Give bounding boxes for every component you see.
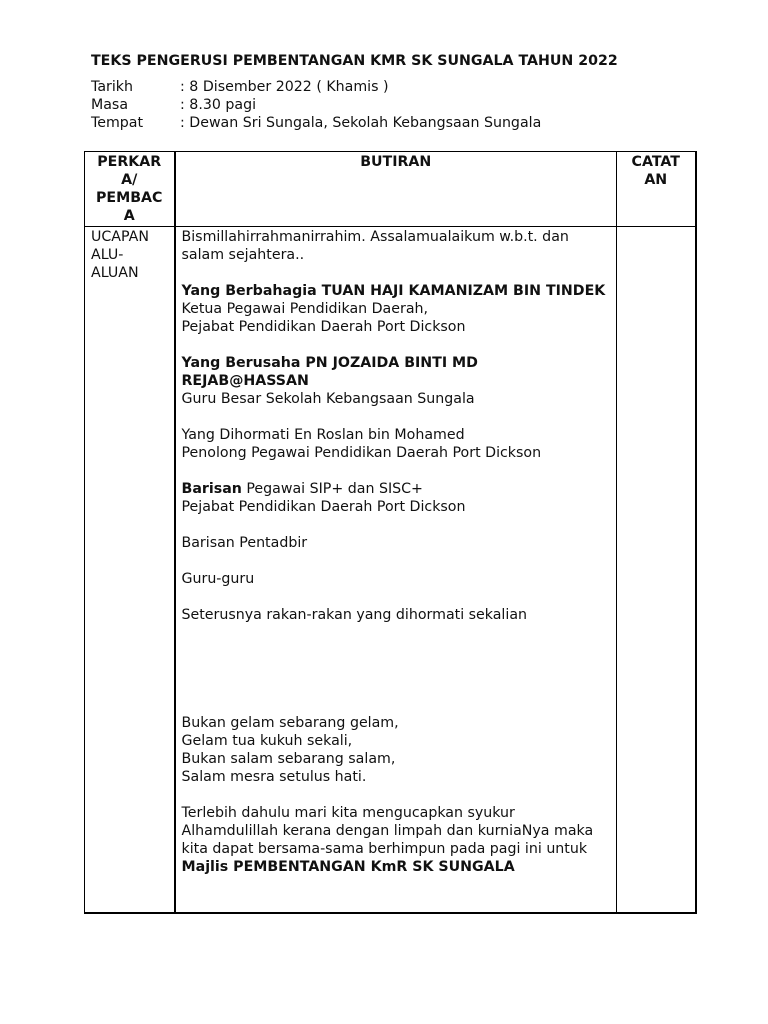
barisan-rest: Pegawai SIP+ dan SISC+: [241, 481, 423, 497]
event-name: [182, 858, 611, 876]
header-butiran: BUTIRAN: [175, 152, 617, 227]
document-title: TEKS PENGERUSI PEMBENTANGAN KMR SK SUNGALA TAHUN 2022: [91, 53, 618, 69]
meta-row-time: [91, 96, 541, 114]
pantun-line: Salam mesra setulus hati.: [181, 769, 367, 785]
meta-key: Tempat: [91, 115, 144, 131]
guest1-office: Pejabat Pendidikan Daerah Port Dickson: [181, 319, 466, 335]
header-perkara: [85, 152, 175, 227]
header-catatan: [617, 152, 696, 227]
meta-value: : 8 Disember 2022 ( Khamis ): [180, 79, 389, 95]
cell-catatan: [617, 227, 696, 914]
table-header-row: [85, 152, 696, 227]
pantun-line: Bukan salam sebarang salam,: [181, 751, 396, 767]
pantun-line: Bukan gelam sebarang gelam,: [181, 715, 399, 731]
barisan-officers: [182, 480, 611, 498]
guest2-title: Guru Besar Sekolah Kebangsaan Sungala: [181, 391, 475, 407]
barisan-office: Pejabat Pendidikan Daerah Port Dickson: [181, 499, 466, 515]
header-text: CATAT: [631, 154, 680, 170]
guest3-title: Penolong Pegawai Pendidikan Daerah Port Dickson: [181, 445, 542, 461]
barisan-pentadbir: Barisan Pentadbir: [181, 535, 308, 551]
guest1-name: [182, 282, 611, 300]
guest1-name-text: Yang Berbahagia TUAN HAJI KAMANIZAM BIN TINDEK: [181, 283, 606, 299]
table-row: [85, 227, 696, 914]
pantun-line: Gelam tua kukuh sekali,: [181, 733, 353, 749]
meta-value: : 8.30 pagi: [180, 97, 257, 113]
guest1-title: Ketua Pegawai Pendidikan Daerah,: [181, 301, 429, 317]
cell-butiran: [175, 227, 617, 914]
header-text: A/: [121, 172, 138, 188]
guest3-name: Yang Dihormati En Roslan bin Mohamed: [181, 427, 465, 443]
barisan-bold: Barisan: [181, 481, 242, 497]
header-text: PERKAR: [97, 154, 162, 170]
perkara-line: UCAPAN: [91, 229, 149, 245]
closing-paragraph: Terlebih dahulu mari kita mengucapkan syukur Alhamdulillah kerana dengan limpah dan kurniaNya maka kita dapat bersama-sama berhimpun pada pagi ini untuk: [181, 805, 594, 857]
meta-key: Tarikh: [91, 79, 133, 95]
cell-perkara: [85, 227, 175, 914]
opening-greeting: Bismillahirrahmanirrahim. Assalamualaikum w.b.t. dan salam sejahtera..: [181, 229, 569, 263]
program-table: [84, 151, 697, 914]
meta-value: : Dewan Sri Sungala, Sekolah Kebangsaan Sungala: [180, 115, 542, 131]
rakan-rakan: Seterusnya rakan-rakan yang dihormati sekalian: [181, 607, 528, 623]
perkara-line: ALUAN: [91, 265, 139, 281]
header-text: AN: [644, 172, 668, 188]
header-text: PEMBAC: [96, 190, 163, 206]
event-name-text: Majlis PEMBENTANGAN KmR SK SUNGALA: [181, 859, 515, 875]
event-details: [91, 78, 541, 132]
meta-key: Masa: [91, 97, 129, 113]
header-text: A: [123, 208, 135, 224]
guru-guru: Guru-guru: [181, 571, 255, 587]
guest2-name-text: Yang Berusaha PN JOZAIDA BINTI MD REJAB@HASSAN: [181, 355, 478, 389]
guest2-name: [182, 354, 611, 390]
meta-row-date: [91, 78, 541, 96]
meta-row-venue: [91, 114, 541, 132]
perkara-line: ALU-: [91, 247, 124, 263]
